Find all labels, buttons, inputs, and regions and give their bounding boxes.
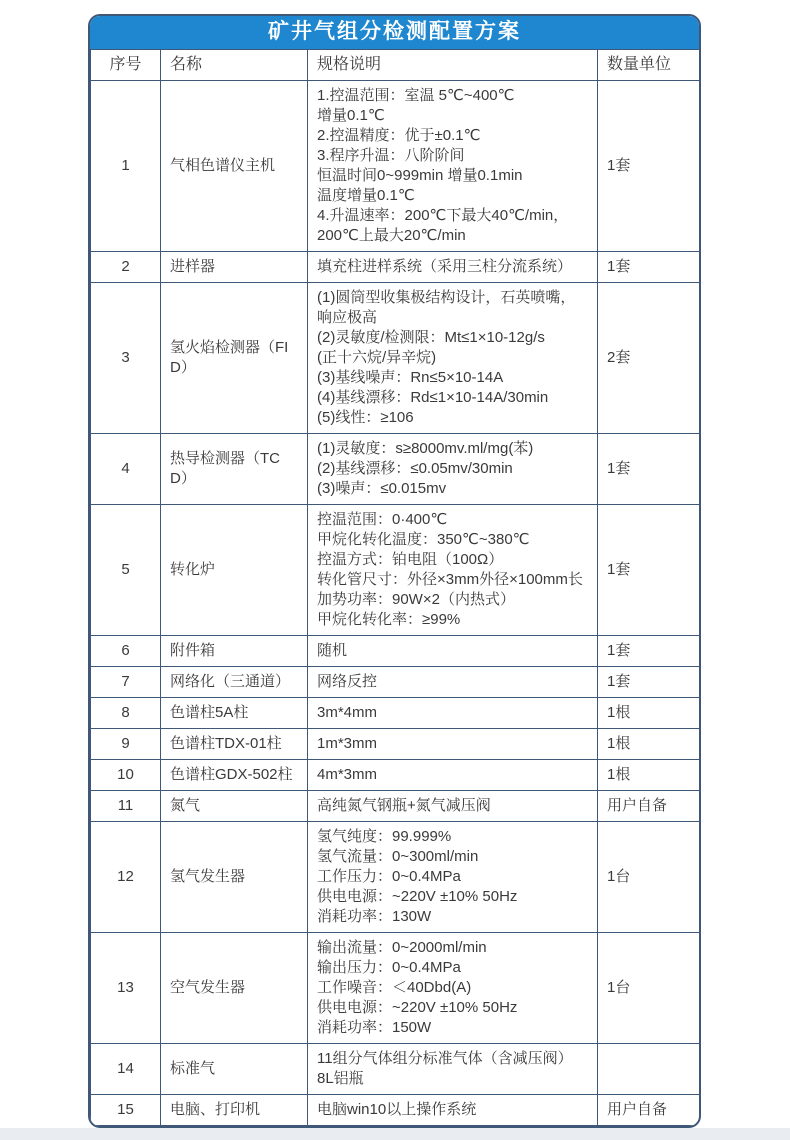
spec-line: 工作压力：0~0.4MPa xyxy=(317,868,461,885)
row-spec-cell xyxy=(308,760,598,791)
spec-line: 2.控温精度：优于±0.1℃ xyxy=(317,127,481,144)
row-spec-cell xyxy=(308,698,598,729)
row-name-cell: 空气发生器 xyxy=(161,933,308,1044)
column-header-no: 序号 xyxy=(91,50,161,81)
table-row xyxy=(91,1044,702,1095)
spec-line: (3)噪声：≤0.015mv xyxy=(317,480,447,497)
row-no-cell: 5 xyxy=(91,505,161,636)
row-name-cell: 热导检测器（TCD） xyxy=(161,434,308,505)
row-no-cell: 1 xyxy=(91,81,161,252)
table-row xyxy=(91,283,702,434)
row-qty-cell: 1根 xyxy=(598,698,702,729)
spec-line: 转化管尺寸：外径×3mm外径×100mm长 xyxy=(317,571,583,588)
row-spec-cell xyxy=(308,791,598,822)
row-no-cell: 10 xyxy=(91,760,161,791)
row-qty-cell: 1套 xyxy=(598,81,702,252)
row-name-cell: 进样器 xyxy=(161,252,308,283)
row-qty-cell: 2套 xyxy=(598,283,702,434)
spec-line: 3.程序升温：八阶阶间 xyxy=(317,147,465,164)
row-no-cell: 15 xyxy=(91,1095,161,1126)
spec-table xyxy=(90,49,701,1126)
row-qty-cell: 1台 xyxy=(598,822,702,933)
spec-line: 8L铝瓶 xyxy=(317,1070,364,1087)
spec-line: (2)灵敏度/检测限：Mt≤1×10-12g/s xyxy=(317,329,545,346)
table-row xyxy=(91,822,702,933)
spec-line: 1.控温范围：室温 5℃~400℃ xyxy=(317,87,515,104)
spec-line: 响应极高 xyxy=(317,309,378,326)
row-no-cell: 9 xyxy=(91,729,161,760)
row-no-cell: 13 xyxy=(91,933,161,1044)
row-name-cell: 氢火焰检测器（FID） xyxy=(161,283,308,434)
spec-line: 消耗功率：150W xyxy=(317,1019,432,1036)
row-name-cell: 标准气 xyxy=(161,1044,308,1095)
row-no-cell: 4 xyxy=(91,434,161,505)
spec-line: 200℃上最大20℃/min xyxy=(317,227,466,244)
row-spec-cell xyxy=(308,505,598,636)
spec-line: 恒温时间0~999min 增量0.1min xyxy=(317,167,523,184)
row-qty-cell: 1套 xyxy=(598,667,702,698)
spec-line: (2)基线漂移：≤0.05mv/30min xyxy=(317,460,513,477)
row-name-cell: 转化炉 xyxy=(161,505,308,636)
row-no-cell: 7 xyxy=(91,667,161,698)
spec-line: 供电电源：~220V ±10% 50Hz xyxy=(317,888,518,905)
row-name-cell: 附件箱 xyxy=(161,636,308,667)
row-spec-cell xyxy=(308,667,598,698)
row-qty-cell: 用户自备 xyxy=(598,791,702,822)
row-qty-cell: 1台 xyxy=(598,933,702,1044)
spec-line: 填充柱进样系统（采用三柱分流系统） xyxy=(317,258,573,275)
spec-line: 4.升温速率：200℃下最大40℃/min， xyxy=(317,207,569,224)
spec-line: 电脑win10以上操作系统 xyxy=(317,1101,477,1118)
page-title: 矿井气组分检测配置方案 xyxy=(90,16,699,49)
page-bottom-band xyxy=(0,1128,790,1140)
row-spec-cell xyxy=(308,252,598,283)
table-row xyxy=(91,505,702,636)
spec-line: 加势功率：90W×2（内热式） xyxy=(317,591,515,608)
table-row xyxy=(91,791,702,822)
spec-line: 11组分气体组分标准气体（含减压阀） xyxy=(317,1050,573,1067)
spec-line: 高纯氮气钢瓶+氮气减压阀 xyxy=(317,797,491,814)
row-no-cell: 2 xyxy=(91,252,161,283)
spec-line: 控温方式：铂电阻（100Ω） xyxy=(317,551,504,568)
spec-line: 氢气流量：0~300ml/min xyxy=(317,848,479,865)
row-spec-cell xyxy=(308,283,598,434)
spec-line: 工作噪音：＜40Dbd(A) xyxy=(317,979,472,996)
row-name-cell: 网络化（三通道） xyxy=(161,667,308,698)
table-row xyxy=(91,698,702,729)
row-no-cell: 11 xyxy=(91,791,161,822)
row-spec-cell xyxy=(308,1044,598,1095)
table-row xyxy=(91,81,702,252)
row-no-cell: 14 xyxy=(91,1044,161,1095)
row-qty-cell: 1根 xyxy=(598,760,702,791)
table-row xyxy=(91,760,702,791)
row-no-cell: 6 xyxy=(91,636,161,667)
table-header-row xyxy=(91,50,702,81)
spec-line: 消耗功率：130W xyxy=(317,908,432,925)
row-spec-cell xyxy=(308,434,598,505)
row-spec-cell xyxy=(308,933,598,1044)
spec-line: 输出压力：0~0.4MPa xyxy=(317,959,461,976)
spec-line: 1m*3mm xyxy=(317,735,378,752)
row-qty-cell: 1套 xyxy=(598,434,702,505)
row-no-cell: 12 xyxy=(91,822,161,933)
spec-line: (1)圆筒型收集极结构设计，石英喷嘴， xyxy=(317,289,576,306)
row-spec-cell xyxy=(308,1095,598,1126)
row-no-cell: 8 xyxy=(91,698,161,729)
spec-sheet-card xyxy=(88,14,701,1128)
table-row xyxy=(91,252,702,283)
row-qty-cell: 1套 xyxy=(598,636,702,667)
spec-line: (1)灵敏度：s≥8000mv.ml/mg(苯) xyxy=(317,440,534,457)
spec-line: 甲烷化转化率：≥99% xyxy=(317,611,461,628)
table-row xyxy=(91,434,702,505)
row-qty-cell: 1套 xyxy=(598,252,702,283)
spec-line: 输出流量：0~2000ml/min xyxy=(317,939,487,956)
row-qty-cell: 用户自备 xyxy=(598,1095,702,1126)
spec-line: 增量0.1℃ xyxy=(317,107,385,124)
table-row xyxy=(91,667,702,698)
column-header-name: 名称 xyxy=(161,50,308,81)
row-no-cell: 3 xyxy=(91,283,161,434)
row-qty-cell: 1套 xyxy=(598,505,702,636)
table-row xyxy=(91,1095,702,1126)
row-name-cell: 氢气发生器 xyxy=(161,822,308,933)
table-row xyxy=(91,933,702,1044)
row-name-cell: 色谱柱TDX-01柱 xyxy=(161,729,308,760)
spec-line: 温度增量0.1℃ xyxy=(317,187,415,204)
row-name-cell: 电脑、打印机 xyxy=(161,1095,308,1126)
row-spec-cell xyxy=(308,81,598,252)
column-header-qty: 数量单位 xyxy=(598,50,702,81)
row-name-cell: 气相色谱仪主机 xyxy=(161,81,308,252)
spec-line: 控温范围：0·400℃ xyxy=(317,511,448,528)
table-row xyxy=(91,636,702,667)
spec-line: 供电电源：~220V ±10% 50Hz xyxy=(317,999,518,1016)
spec-line: 氢气纯度：99.999% xyxy=(317,828,452,845)
row-qty-cell: 1根 xyxy=(598,729,702,760)
spec-line: (5)线性：≥106 xyxy=(317,409,414,426)
spec-line: 甲烷化转化温度：350℃~380℃ xyxy=(317,531,530,548)
table-row xyxy=(91,729,702,760)
row-name-cell: 色谱柱GDX-502柱 xyxy=(161,760,308,791)
spec-line: (正十六烷/异辛烷) xyxy=(317,349,437,366)
row-qty-cell xyxy=(598,1044,702,1095)
spec-line: 3m*4mm xyxy=(317,704,378,721)
spec-line: 随机 xyxy=(317,642,348,659)
spec-table-body xyxy=(91,81,702,1126)
row-name-cell: 氮气 xyxy=(161,791,308,822)
spec-line: 4m*3mm xyxy=(317,766,378,783)
spec-line: (4)基线漂移：Rd≤1×10-14A/30min xyxy=(317,389,549,406)
row-name-cell: 色谱柱5A柱 xyxy=(161,698,308,729)
spec-line: 网络反控 xyxy=(317,673,378,690)
row-spec-cell xyxy=(308,636,598,667)
row-spec-cell xyxy=(308,729,598,760)
spec-line: (3)基线噪声：Rn≤5×10-14A xyxy=(317,369,504,386)
row-spec-cell xyxy=(308,822,598,933)
column-header-spec: 规格说明 xyxy=(308,50,598,81)
